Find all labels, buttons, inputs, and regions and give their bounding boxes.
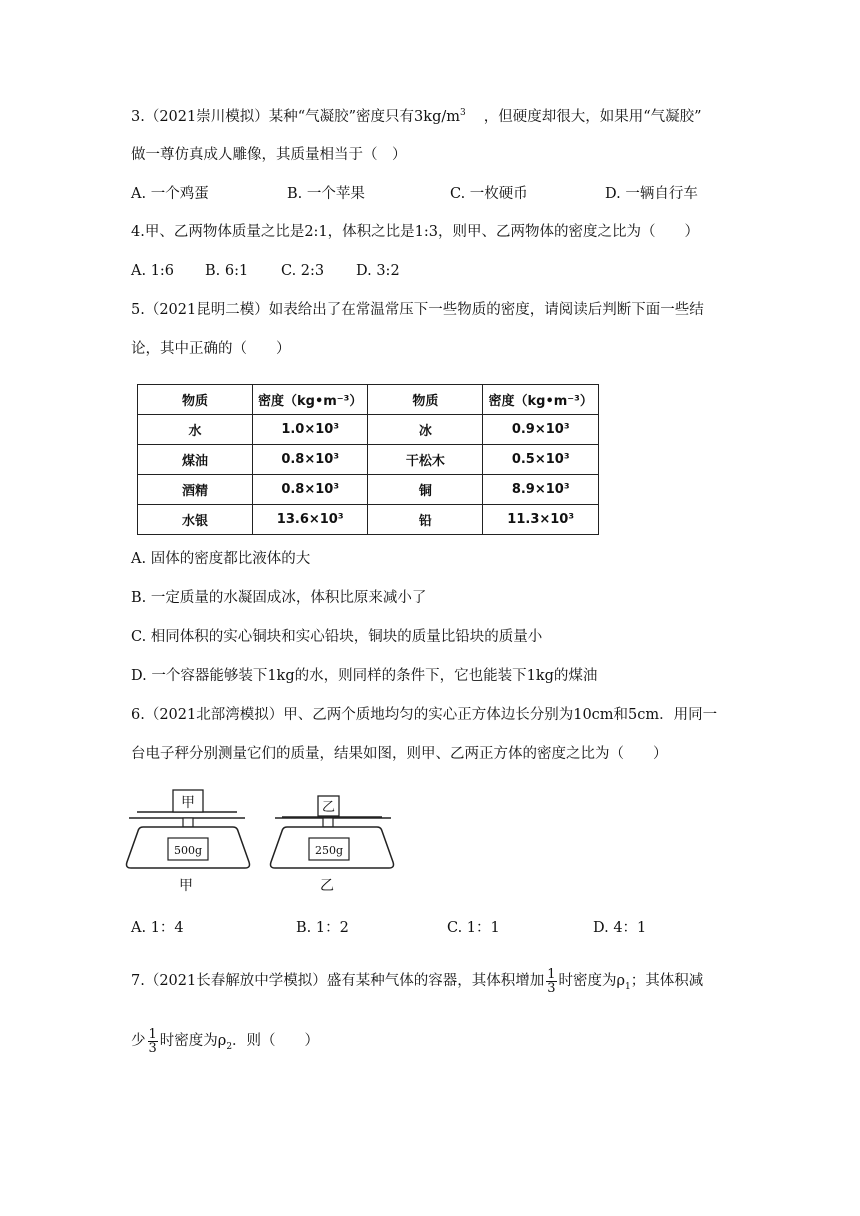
table-cell: 0.5×10³ bbox=[483, 445, 599, 475]
scales-figure bbox=[125, 784, 425, 899]
q6-stem-line2: 台电子秤分别测量它们的质量，结果如图，则甲、乙两正方体的密度之比为（ ） bbox=[131, 746, 668, 762]
table-cell: 13.6×10³ bbox=[252, 505, 368, 535]
table-cell: 0.9×10³ bbox=[483, 415, 599, 445]
reading-right: 250g bbox=[314, 844, 344, 857]
q3-options bbox=[131, 184, 771, 204]
q4-stem: 4.甲、乙两物体质量之比是2:1，体积之比是1:3，则甲、乙两物体的密度之比为（ ） bbox=[131, 224, 700, 240]
scale-right bbox=[271, 796, 394, 894]
q4-option-b[interactable]: B. 6:1 bbox=[205, 263, 249, 279]
scale-left bbox=[127, 790, 250, 894]
q3-stem-line1: 3.（2021崇川模拟）某种“气凝胶”密度只有$3kg/m^3$ ，但硬度却很大，如果用“气凝胶” bbox=[131, 108, 702, 125]
q6-options bbox=[131, 918, 771, 938]
q3-stem-line2: 做一尊仿真成人雕像，其质量相当于（ ） bbox=[131, 147, 407, 163]
q3-option-d[interactable]: D. 一辆自行车 bbox=[605, 186, 698, 202]
table-cell: 11.3×10³ bbox=[483, 505, 599, 535]
q5-option-a[interactable]: A. 固体的密度都比液体的大 bbox=[131, 551, 311, 567]
block-yi-label: 乙 bbox=[321, 800, 336, 815]
q4-option-a[interactable]: A. 1:6 bbox=[131, 263, 175, 279]
table-cell: 冰 bbox=[368, 415, 483, 445]
table-header: 密度（kg•m⁻³） bbox=[252, 385, 368, 415]
q5-stem-line1: 5.（2021昆明二模）如表给出了在常温常压下一些物质的密度，请阅读后判断下面一些结 bbox=[131, 302, 704, 318]
table-cell: 铅 bbox=[368, 505, 483, 535]
q5-stem-line2: 论，其中正确的（ ） bbox=[131, 341, 291, 357]
block-jia-label: 甲 bbox=[181, 795, 195, 811]
caption-right: 乙 bbox=[320, 878, 334, 894]
q6-option-b[interactable]: B. 1：2 bbox=[296, 920, 349, 936]
table-cell: 1.0×10³ bbox=[252, 415, 368, 445]
q4-option-c[interactable]: C. 2:3 bbox=[281, 263, 325, 279]
q4-option-d[interactable]: D. 3:2 bbox=[356, 263, 400, 279]
fraction-one-third: $\frac{1}{3}$ bbox=[148, 1026, 157, 1056]
q7-stem-line2: 少 $\frac{1}{3}$ 时密度为$\rho_2$．则（ ） bbox=[131, 1026, 320, 1056]
table-cell: 铜 bbox=[368, 475, 483, 505]
caption-left: 甲 bbox=[179, 878, 193, 894]
table-cell: 0.8×10³ bbox=[252, 445, 368, 475]
q3-option-a[interactable]: A. 一个鸡蛋 bbox=[131, 186, 209, 202]
table-header: 物质 bbox=[368, 385, 483, 415]
table-header: 物质 bbox=[138, 385, 253, 415]
q6-option-a[interactable]: A. 1：4 bbox=[131, 920, 184, 936]
table-cell: 水 bbox=[138, 415, 253, 445]
reading-left: 500g bbox=[173, 844, 203, 857]
table-cell: 酒精 bbox=[138, 475, 253, 505]
q6-option-d[interactable]: D. 4：1 bbox=[593, 920, 647, 936]
table-row bbox=[138, 505, 599, 535]
table-cell: 8.9×10³ bbox=[483, 475, 599, 505]
table-header-row bbox=[138, 385, 599, 415]
q5-option-c[interactable]: C. 相同体积的实心铜块和实心铅块，铜块的质量比铅块的质量小 bbox=[131, 629, 543, 645]
table-header: 密度（kg•m⁻³） bbox=[483, 385, 599, 415]
q7-stem-line1: 7.（2021长春解放中学模拟）盛有某种气体的容器，其体积增加 $\frac{1}{3}$ 时密度为$\rho_1$；其体积减 bbox=[131, 966, 704, 996]
table-cell: 0.8×10³ bbox=[252, 475, 368, 505]
table-cell: 煤油 bbox=[138, 445, 253, 475]
q3-option-b[interactable]: B. 一个苹果 bbox=[287, 186, 365, 202]
q5-option-d[interactable]: D. 一个容器能够装下1kg的水，则同样的条件下，它也能装下1kg的煤油 bbox=[131, 668, 598, 684]
table-row bbox=[138, 415, 599, 445]
q5-option-b[interactable]: B. 一定质量的水凝固成冰，体积比原来减小了 bbox=[131, 590, 427, 606]
table-row bbox=[138, 475, 599, 505]
q3-option-c[interactable]: C. 一枚硬币 bbox=[450, 186, 528, 202]
q4-options bbox=[131, 261, 771, 281]
q6-option-c[interactable]: C. 1：1 bbox=[447, 920, 500, 936]
table-cell: 水银 bbox=[138, 505, 253, 535]
fraction-one-third: $\frac{1}{3}$ bbox=[547, 966, 556, 996]
density-table bbox=[137, 384, 599, 535]
table-row bbox=[138, 445, 599, 475]
q6-stem-line1: 6.（2021北部湾模拟）甲、乙两个质地均匀的实心正方体边长分别为10cm和5cm．用同一 bbox=[131, 707, 718, 723]
table-cell: 干松木 bbox=[368, 445, 483, 475]
